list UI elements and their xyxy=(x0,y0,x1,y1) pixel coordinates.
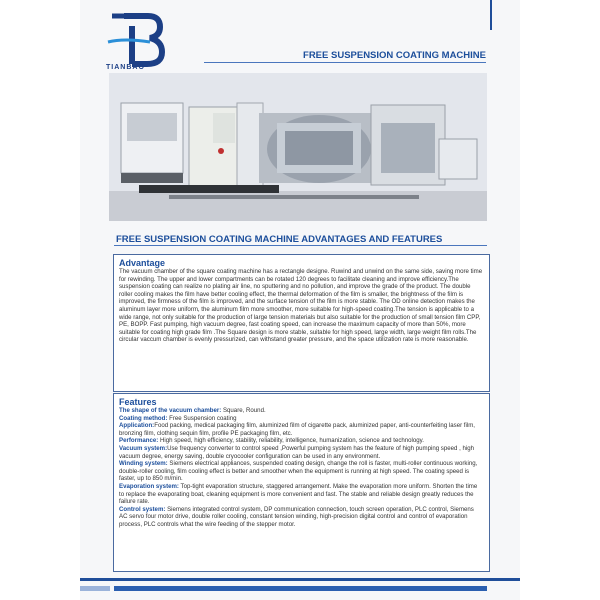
top-accent-bar xyxy=(490,0,492,30)
footer-accent-left xyxy=(80,586,110,591)
feature-value: Siemens integrated control system, DP communication connection, touch screen operation, PLC control, Siemens AC servo four motor drive, double roller cooling, constant tension winding, high-precision digital control and control of evaporation process, PLC controls what the wire feeding of the stepper motor. xyxy=(119,505,474,528)
feature-label: Application: xyxy=(119,422,155,430)
feature-label: Vacuum system: xyxy=(119,444,168,452)
feature-value: Free Suspension coating xyxy=(167,414,237,422)
feature-label: Coating method: xyxy=(119,414,168,422)
feature-value: Top-tight evaporation structure, staggered arrangement. Make the evaporation more uniform. Shorten the time to replace the evaporating boat, cleaning equipment is more convenient and fast. The stable and reliable design greatly reduces the failure rate. xyxy=(119,482,478,506)
footer-bar xyxy=(80,578,520,581)
title-underline xyxy=(204,62,486,63)
feature-item xyxy=(119,445,483,460)
feature-item xyxy=(119,437,483,445)
feature-item xyxy=(119,415,483,423)
page-title: FREE SUSPENSION COATING MACHINE xyxy=(303,50,486,61)
feature-value: Siemens electrical appliances, suspended coating design, change the roll is faster, multi-roller continuous working, double-roller cooling, film cooling effect is better and smoother when the equipment is running at high speed. The coating speed is faster, up to 850 m/min. xyxy=(119,460,478,483)
feature-label: The shape of the vacuum chamber: xyxy=(119,407,222,414)
advantage-heading: Advantage xyxy=(119,258,166,268)
features-panel xyxy=(113,393,490,572)
feature-value: Use frequency converter to control speed ,Powerful pumping system has the feature of high pumping speed , high vacuum degree, energy saving, double cryocooler configuration can be used in any environment. xyxy=(119,444,475,460)
feature-value: High speed, high efficiency, stability, reliability, intelligence, humanization, science and technology. xyxy=(158,437,424,445)
footer-accent-bar xyxy=(114,586,487,591)
feature-label: Control system: xyxy=(119,505,166,513)
brand-name: TIANBAO xyxy=(106,64,145,71)
advantage-text: The vacuum chamber of the square coating machine has a rectangle designe. Ruwind and unwind on the same side, saving more time for rewinding. The upper and lower compartments can be rotated 120 degrees to facilitate cleaning and improve efficiency.The suspension coating can realize no plating air line, no sputtering and no pollution, and improve the grade of the product. The double roller cooling makes the film have better cooling effect, the thermal deformation of the film is smaller, the brightness of the film is improved, the firmness of the film is improved, and the surface tension of the film is more stable. The OD online detection makes the aluminum layer more uniform, the aluminum film more smoother, more suitable for high-speed coating.The tension is applicable to a wide range, not only suitable for the production of large tension materials but also suitable for the production of small tension film CPP, PE, BOPP. Fast pumping, high vacuum degree, fast coating speed, can increase the maximum capacity of more than 50%, more suitable for coating high grade film .The Square design is more stable, suitable for high speed, large width, large weight film rolls.The circular vaccum chamber is evenly pressurized, can withstand greater pressure, and the space utilization rate is more reasonable. xyxy=(119,268,483,344)
section-underline xyxy=(114,245,487,246)
section-title: FREE SUSPENSION COATING MACHINE ADVANTAGES AND FEATURES xyxy=(116,234,443,245)
feature-value: Food packing, medical packaging film, aluminized film of cigarette pack, aluminized paper, anti-counterfeiting laser film, bronzing film, clothing sequin film, profile PE packaging film, etc. xyxy=(119,422,475,437)
feature-item xyxy=(119,407,483,415)
advantage-panel xyxy=(113,254,490,392)
feature-item xyxy=(119,483,483,506)
feature-item xyxy=(119,460,483,483)
feature-item xyxy=(119,506,483,529)
tianbao-logo-icon xyxy=(104,12,166,70)
feature-label: Winding system: xyxy=(119,460,168,468)
feature-label: Evaporation system: xyxy=(119,482,179,490)
feature-value: Square, Round. xyxy=(221,407,266,414)
machine-photo xyxy=(109,73,487,221)
feature-label: Performance: xyxy=(119,437,159,445)
features-heading: Features xyxy=(119,397,157,407)
feature-item xyxy=(119,422,483,437)
